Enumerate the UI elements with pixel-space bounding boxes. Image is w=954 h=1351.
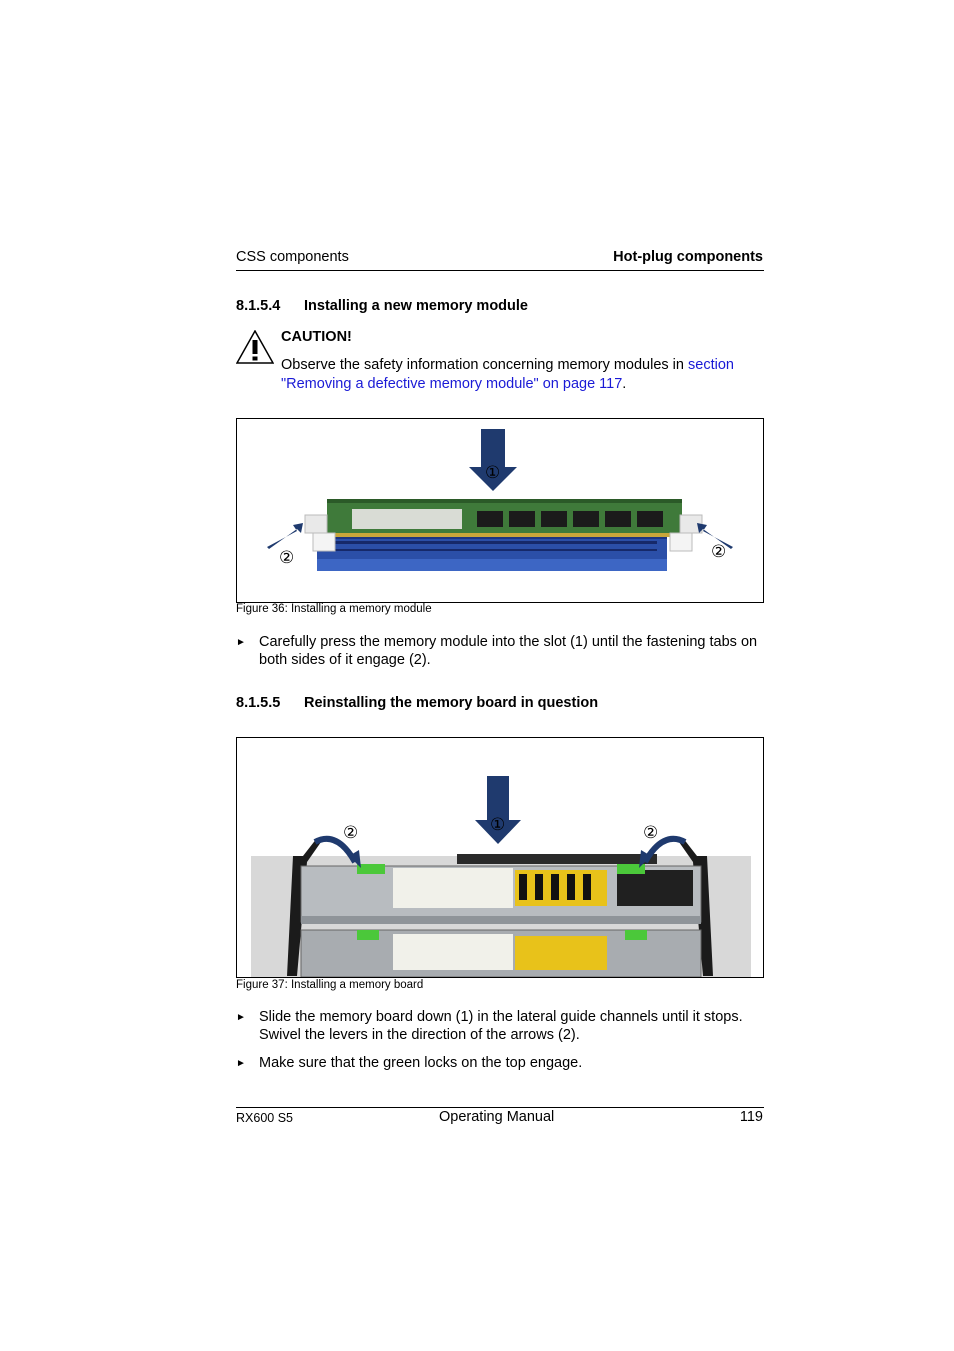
footer-rule [236, 1107, 764, 1108]
footer-manual-title: Operating Manual [439, 1109, 555, 1125]
section-number: 8.1.5.5 [236, 695, 281, 711]
header-rule [236, 270, 764, 271]
running-header-chapter: CSS components [236, 249, 349, 265]
warning-triangle-icon [236, 330, 274, 364]
figure-memory-module [236, 418, 764, 603]
figure-caption-37: Figure 37: Installing a memory board [236, 979, 424, 991]
left-arrow-icon [267, 523, 303, 549]
module-label [352, 509, 462, 529]
caution-tail: . [622, 376, 627, 392]
callout-2-left: ② [279, 548, 295, 568]
bullet-triangle-icon: ► [236, 1058, 246, 1069]
caution-text [281, 356, 766, 394]
caution-body: Observe the safety information concerning memory modules in [281, 357, 688, 373]
figure-memory-board [236, 737, 764, 978]
callout-2-left: ② [343, 823, 359, 843]
green-lock-left [357, 864, 385, 874]
footer-product: RX600 S5 [236, 1111, 293, 1125]
section-heading-install-module [236, 298, 528, 314]
cross-reference-link[interactable]: section "Removing a defective memory module" on page 117 [281, 357, 734, 392]
bullet-text: Make sure that the green locks on the top engage. [259, 1055, 583, 1071]
running-header-section: Hot-plug components [613, 249, 763, 265]
figure-caption-36: Figure 36: Installing a memory module [236, 603, 432, 615]
callout-2-right: ② [643, 823, 659, 843]
callout-1: ① [490, 815, 506, 835]
caution-label: CAUTION! [281, 329, 352, 345]
callout-1: ① [485, 463, 501, 483]
bullet-triangle-icon: ► [236, 1012, 246, 1023]
section-title: Installing a new memory module [304, 298, 528, 314]
callout-2-right: ② [711, 542, 727, 562]
page-number: 119 [739, 1109, 763, 1125]
bullet-text: Slide the memory board down (1) in the lateral guide channels until it stops. Swivel the levers in the direction of the arrows (2). [259, 1009, 743, 1043]
memory-module-illustration [237, 419, 763, 602]
left-latch [305, 515, 327, 533]
bullet-triangle-icon: ► [236, 637, 246, 648]
section-heading-reinstall-board [236, 695, 598, 711]
bullet-text: Carefully press the memory module into the slot (1) until the fastening tabs on both sides of it engage (2). [259, 634, 758, 668]
memory-board-illustration [237, 738, 763, 977]
section-title: Reinstalling the memory board in question [304, 695, 599, 711]
section-number: 8.1.5.4 [236, 298, 281, 314]
